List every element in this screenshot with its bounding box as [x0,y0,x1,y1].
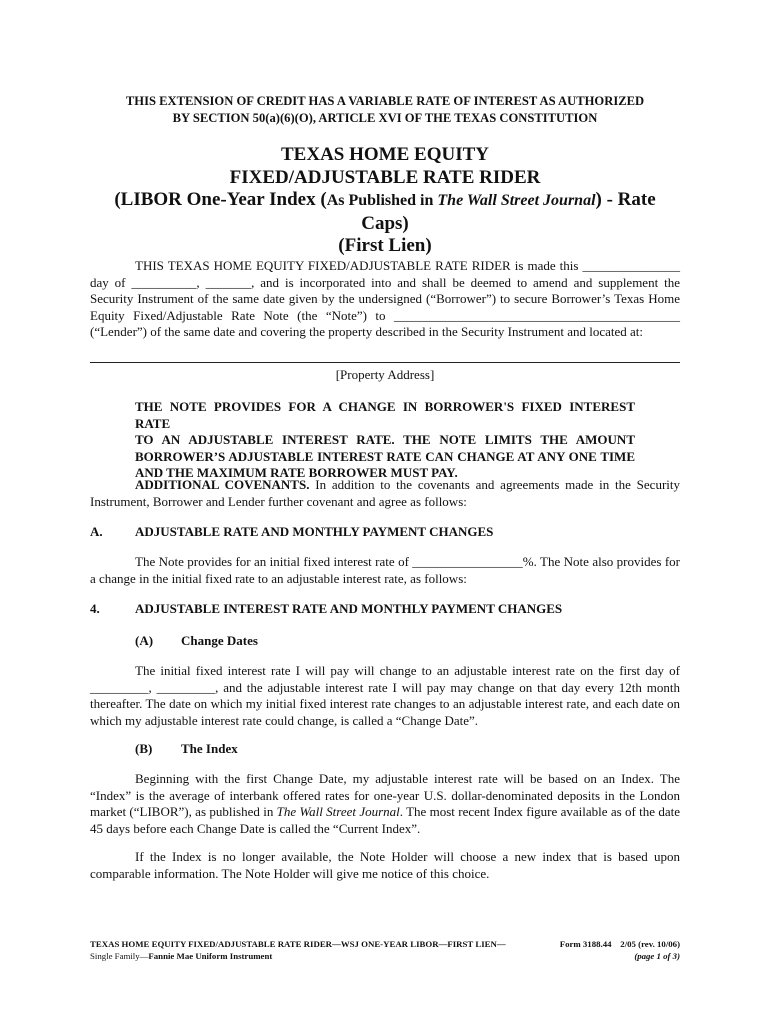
footer-form-title: TEXAS HOME EQUITY FIXED/ADJUSTABLE RATE RIDER—WSJ ONE-YEAR LIBOR—FIRST LIEN— Single Family—Fannie Mae Uniform Instrument [90,939,506,961]
subsection-a-title: Change Dates [181,633,258,648]
property-address-label: [Property Address] [335,367,435,382]
footer-form-number: Form 3188.44 2/05 (rev. 10/06) (page 1 of 3) [540,938,680,962]
section-4-title: ADJUSTABLE INTEREST RATE AND MONTHLY PAYMENT CHANGES [135,601,563,616]
change-dates-paragraph: The initial fixed interest rate I will pay will change to an adjustable interest rate on the first day of _________, _________, and the adjustable interest rate I will pay may change on that day every 12th month thereafter. The date on which my initial fixed interest rate changes to an adjustable interest rate, and each date on which my adjustable interest rate could change, is called a “Change Date”. [90,663,680,728]
page-number: (page 1 of 3) [634,951,680,961]
subsection-b-number: (B) [135,741,153,756]
subsection-a-number: (A) [135,633,154,648]
title-line-2: FIXED/ADJUSTABLE RATE RIDER [229,166,541,188]
additional-covenants-label: ADDITIONAL COVENANTS. [135,477,310,492]
section-a-number: A. [90,524,103,539]
property-address-line [90,362,680,363]
subsection-b-title: The Index [181,741,238,756]
title-line-1: TEXAS HOME EQUITY [281,144,489,165]
section-4-number: 4. [90,601,100,616]
section-a-paragraph: The Note provides for an initial fixed interest rate of _________________%. The Note also provides for a change in the initial fixed rate to an adjustable interest rate, as follows: [90,554,680,586]
index-paragraph: Beginning with the first Change Date, my adjustable interest rate will be based on an Index. The “Index” is the average of interbank offered rates for one-year U.S. dollar-denominated deposits in the London market (“LIBOR”), as published in The Wall Street Journal. The most recent Index figure available as of the date 45 days before each Change Date is called the “Current Index”. [90,771,680,836]
title-line-4: (First Lien) [338,235,432,256]
section-a-title: ADJUSTABLE RATE AND MONTHLY PAYMENT CHANGES [135,524,494,539]
intro-paragraph: THIS TEXAS HOME EQUITY FIXED/ADJUSTABLE RATE RIDER is made this _______________ day of __________, _______, and is incorporated into and shall be deemed to amend and supplement the Security Instrument of the same date given by the undersigned (“Borrower”) to secure Borrower’s Texas Home Equity Fixed/Adjustable Rate Note (the “Note”) to ____________________________________________ (“Lender”) of the same date and covering the property described in the Security Instrument and located at: [90,258,680,339]
credit-notice: THIS EXTENSION OF CREDIT HAS A VARIABLE RATE OF INTEREST AS AUTHORIZED BY SECTION 50(a)(6)(O), ARTICLE XVI OF THE TEXAS CONSTITUTION [125,94,645,125]
rate-change-notice: THE NOTE PROVIDES FOR A CHANGE IN BORROWER'S FIXED INTEREST RATE TO AN ADJUSTABLE INTEREST RATE. THE NOTE LIMITS THE AMOUNT BORROWER’S ADJUSTABLE INTEREST RATE CAN CHANGE AT ANY ONE TIME AND THE MAXIMUM RATE BORROWER MUST PAY. [135,399,635,480]
document-title [90,144,680,258]
additional-covenants-paragraph: ADDITIONAL COVENANTS. In addition to the covenants and agreements made in the Security Instrument, Borrower and Lender further covenant and agree as follows: [90,477,681,509]
index-unavailable-paragraph: If the Index is no longer available, the Note Holder will choose a new index that is based upon comparable information. The Note Holder will give me notice of this choice. [90,849,680,881]
title-line-3: (LIBOR One-Year Index (As Published in The Wall Street Journal) - Rate Caps) [114,189,656,234]
